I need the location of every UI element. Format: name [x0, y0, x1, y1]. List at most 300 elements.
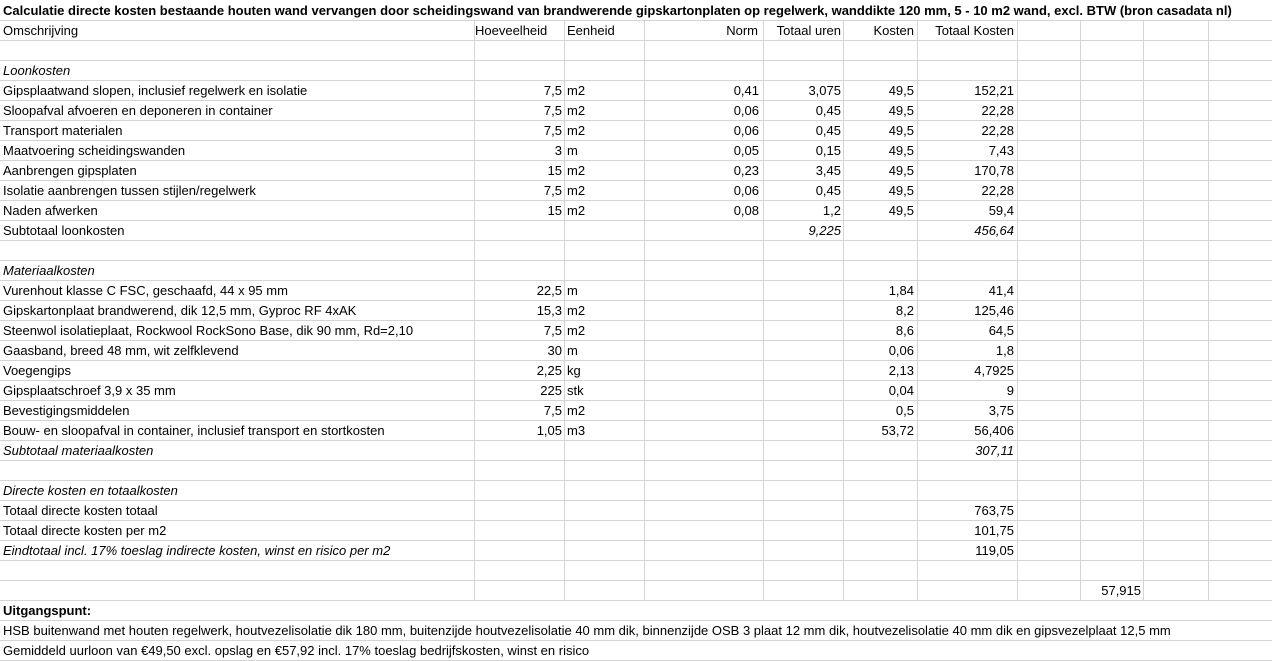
gridline [564, 281, 565, 300]
item-totaal: 41,4 [988, 283, 1014, 298]
gridline [1143, 141, 1144, 160]
gridline [1143, 101, 1144, 120]
item-totaal: 22,28 [981, 123, 1014, 138]
gridline [1080, 461, 1081, 480]
gridline [564, 61, 565, 80]
gridline [474, 41, 475, 60]
gridline [1143, 201, 1144, 220]
gridline [1208, 361, 1209, 380]
item-kosten: 49,5 [888, 163, 914, 178]
item-omschrijving: Gipskartonplaat brandwerend, dik 12,5 mm, Gyproc RF 4xAK [3, 303, 357, 318]
gridline [564, 521, 565, 540]
gridline [564, 581, 565, 600]
gridline [474, 241, 475, 260]
item-totaal: 4,7925 [974, 363, 1014, 378]
table-row [0, 301, 1272, 321]
eindtotaal-value: 119,05 [975, 543, 1014, 558]
gridline [1143, 41, 1144, 60]
gridline [763, 581, 764, 600]
gridline [917, 261, 918, 280]
gridline [564, 81, 565, 100]
gridline [564, 221, 565, 240]
gridline [1143, 481, 1144, 500]
gridline [1017, 381, 1018, 400]
gridline [474, 581, 475, 600]
table-row [0, 161, 1272, 181]
gridline [564, 401, 565, 420]
gridline [1017, 81, 1018, 100]
gridline [843, 521, 844, 540]
gridline [564, 141, 565, 160]
gridline [1208, 541, 1209, 560]
gridline [843, 441, 844, 460]
gridline [1017, 321, 1018, 340]
gridline [1143, 241, 1144, 260]
gridline [1017, 161, 1018, 180]
item-eenheid: m [567, 143, 578, 158]
gridline [763, 561, 764, 580]
gridline [1208, 301, 1209, 320]
gridline [1208, 281, 1209, 300]
item-eenheid: m [567, 283, 578, 298]
gridline [644, 221, 645, 240]
item-eenheid: m2 [567, 123, 586, 138]
gridline [1017, 221, 1018, 240]
gridline [763, 341, 764, 360]
item-eenheid: m2 [567, 163, 586, 178]
item-norm: 0,06 [733, 123, 759, 138]
gridline [763, 281, 764, 300]
gridline [644, 561, 645, 580]
subtotaal-materiaalkosten-totaal: 307,11 [975, 443, 1014, 458]
gridline [564, 161, 565, 180]
item-hoeveelheid: 1,05 [536, 423, 562, 438]
item-eenheid: m3 [567, 423, 586, 438]
gridline [843, 561, 844, 580]
gridline [564, 41, 565, 60]
item-omschrijving: Gipsplaatschroef 3,9 x 35 mm [3, 383, 176, 398]
header-totaal-kosten: Totaal Kosten [935, 23, 1014, 38]
header-kosten: Kosten [873, 23, 914, 38]
gridline [564, 481, 565, 500]
gridline [644, 421, 645, 440]
item-omschrijving: Gaasband, breed 48 mm, wit zelfklevend [3, 343, 239, 358]
gridline [474, 441, 475, 460]
gridline [564, 181, 565, 200]
gridline [1208, 421, 1209, 440]
gridline [1017, 101, 1018, 120]
gridline [1208, 381, 1209, 400]
subtotal-row [0, 441, 1272, 461]
gridline [644, 461, 645, 480]
gridline [1143, 321, 1144, 340]
gridline [763, 381, 764, 400]
item-totaal: 3,75 [988, 403, 1014, 418]
gridline [564, 261, 565, 280]
gridline [843, 261, 844, 280]
gridline [843, 481, 844, 500]
gridline [1208, 501, 1209, 520]
item-totaal: 1,8 [995, 343, 1014, 358]
item-norm: 0,08 [733, 203, 759, 218]
gridline [564, 461, 565, 480]
gridline [1017, 261, 1018, 280]
gridline [1143, 341, 1144, 360]
gridline [843, 581, 844, 600]
item-kosten: 49,5 [888, 143, 914, 158]
gridline [1208, 141, 1209, 160]
gridline [644, 481, 645, 500]
gridline [1080, 521, 1081, 540]
gridline [1208, 81, 1209, 100]
gridline [843, 541, 844, 560]
gridline [1017, 301, 1018, 320]
gridline [564, 321, 565, 340]
header-eenheid: Eenheid [567, 23, 615, 38]
gridline [1080, 201, 1081, 220]
item-totaal: 7,43 [988, 143, 1014, 158]
gridline [1080, 281, 1081, 300]
item-kosten: 8,2 [895, 303, 914, 318]
gridline [644, 501, 645, 520]
gridline [1080, 81, 1081, 100]
item-omschrijving: Bevestigingsmiddelen [3, 403, 130, 418]
gridline [474, 541, 475, 560]
gridline [564, 381, 565, 400]
gridline [1208, 121, 1209, 140]
gridline [1143, 261, 1144, 280]
gridline [474, 461, 475, 480]
gridline [644, 61, 645, 80]
item-hoeveelheid: 2,25 [536, 363, 562, 378]
gridline [1143, 541, 1144, 560]
gridline [474, 501, 475, 520]
gridline [763, 61, 764, 80]
gridline [564, 541, 565, 560]
item-hoeveelheid: 15,3 [536, 303, 562, 318]
gridline [1017, 581, 1018, 600]
totaal-directe-kosten-label: Totaal directe kosten totaal [3, 503, 158, 518]
item-eenheid: m2 [567, 203, 586, 218]
gridline [1208, 581, 1209, 600]
gridline [1080, 541, 1081, 560]
header-omschrijving: Omschrijving [3, 23, 79, 38]
empty-row [0, 241, 1272, 261]
item-kosten: 49,5 [888, 123, 914, 138]
subtotal-row [0, 221, 1272, 241]
empty-row [0, 561, 1272, 581]
totaal-directe-kosten-value: 763,75 [974, 503, 1014, 518]
gridline [1080, 21, 1081, 40]
gridline [1208, 241, 1209, 260]
gridline [1208, 441, 1209, 460]
item-totaal: 56,406 [974, 423, 1014, 438]
header-totaal-uren: Totaal uren [776, 23, 841, 38]
gridline [474, 261, 475, 280]
item-omschrijving: Bouw- en sloopafval in container, inclusief transport en stortkosten [3, 423, 385, 438]
gridline [1143, 421, 1144, 440]
subtotaal-loonkosten-label: Subtotaal loonkosten [3, 223, 125, 238]
gridline [644, 521, 645, 540]
gridline [564, 361, 565, 380]
section-label-directe-kosten: Directe kosten en totaalkosten [3, 483, 178, 498]
section-row [0, 261, 1272, 281]
gridline [1143, 401, 1144, 420]
gridline [1080, 181, 1081, 200]
item-eenheid: m2 [567, 103, 586, 118]
gridline [1080, 361, 1081, 380]
gridline [763, 401, 764, 420]
item-hoeveelheid: 7,5 [543, 83, 562, 98]
gridline [1143, 361, 1144, 380]
gridline [1143, 161, 1144, 180]
gridline [843, 461, 844, 480]
item-eenheid: m2 [567, 403, 586, 418]
subtotaal-materiaalkosten-label: Subtotaal materiaalkosten [3, 443, 154, 458]
gridline [1208, 341, 1209, 360]
gridline [1017, 281, 1018, 300]
item-hoeveelheid: 3 [554, 143, 562, 158]
item-norm: 0,05 [733, 143, 759, 158]
gridline [1208, 461, 1209, 480]
gridline [917, 461, 918, 480]
gridline [1208, 161, 1209, 180]
item-omschrijving: Isolatie aanbrengen tussen stijlen/regelwerk [3, 183, 256, 198]
gridline [1017, 501, 1018, 520]
item-omschrijving: Aanbrengen gipsplaten [3, 163, 137, 178]
gridline [644, 281, 645, 300]
total-row [0, 521, 1272, 541]
gridline [1080, 61, 1081, 80]
title-row [0, 1, 1272, 21]
header-row [0, 21, 1272, 41]
item-uren: 0,15 [815, 143, 841, 158]
item-totaal: 9 [1006, 383, 1014, 398]
gridline [644, 41, 645, 60]
gridline [1143, 441, 1144, 460]
item-omschrijving: Voegengips [3, 363, 71, 378]
gridline [1143, 21, 1144, 40]
gridline [917, 481, 918, 500]
gridline [1017, 141, 1018, 160]
gridline [1143, 561, 1144, 580]
item-eenheid: m2 [567, 83, 586, 98]
item-omschrijving: Transport materialen [3, 123, 123, 138]
gridline [1080, 381, 1081, 400]
gridline [474, 61, 475, 80]
section-row [0, 481, 1272, 501]
gridline [1208, 401, 1209, 420]
gridline [1080, 561, 1081, 580]
gridline [1208, 261, 1209, 280]
gridline [474, 521, 475, 540]
item-uren: 3,075 [808, 83, 841, 98]
gridline [1080, 321, 1081, 340]
item-totaal: 59,4 [988, 203, 1014, 218]
item-norm: 0,06 [733, 103, 759, 118]
gridline [1017, 21, 1018, 40]
gridline [644, 541, 645, 560]
table-row [0, 401, 1272, 421]
gridline [644, 301, 645, 320]
uitgangspunt-line2: Gemiddeld uurloon van €49,50 excl. opslag en €57,92 incl. 17% toeslag bedrijfskosten, winst en risico [3, 643, 590, 658]
gridline [1017, 481, 1018, 500]
total-row [0, 501, 1272, 521]
gridline [843, 221, 844, 240]
item-omschrijving: Naden afwerken [3, 203, 98, 218]
gridline [917, 241, 918, 260]
gridline [1017, 541, 1018, 560]
table-row [0, 381, 1272, 401]
uitgangspunt-label: Uitgangspunt: [3, 603, 92, 618]
gridline [1017, 121, 1018, 140]
table-row [0, 361, 1272, 381]
uitgangspunt-row [0, 641, 1272, 661]
gridline [1208, 61, 1209, 80]
item-kosten: 1,84 [888, 283, 914, 298]
gridline [1017, 361, 1018, 380]
item-omschrijving: Gipsplaatwand slopen, inclusief regelwerk en isolatie [3, 83, 308, 98]
gridline [564, 241, 565, 260]
item-uren: 0,45 [815, 183, 841, 198]
gridline [917, 61, 918, 80]
gridline [644, 441, 645, 460]
item-kosten: 0,5 [895, 403, 914, 418]
item-kosten: 0,06 [888, 343, 914, 358]
gridline [564, 21, 565, 40]
item-eenheid: stk [567, 383, 584, 398]
item-hoeveelheid: 30 [547, 343, 562, 358]
item-totaal: 64,5 [988, 323, 1014, 338]
sheet-title: Calculatie directe kosten bestaande houten wand vervangen door scheidingswand van brandwerende gipskartonplaten op regelwerk, wanddikte 120 mm, 5 - 10 m2 wand, excl. BTW (bron casadata nl) [3, 3, 1232, 18]
eindtotaal-label: Eindtotaal incl. 17% toeslag indirecte kosten, winst en risico per m2 [3, 543, 391, 558]
item-kosten: 2,13 [888, 363, 914, 378]
item-uren: 1,2 [822, 203, 841, 218]
gridline [1017, 241, 1018, 260]
table-row [0, 281, 1272, 301]
extra-row [0, 581, 1272, 601]
gridline [843, 61, 844, 80]
section-label-materiaalkosten: Materiaalkosten [3, 263, 95, 278]
gridline [1080, 501, 1081, 520]
gridline [843, 241, 844, 260]
gridline [1143, 181, 1144, 200]
item-kosten: 49,5 [888, 83, 914, 98]
gridline [644, 341, 645, 360]
gridline [1208, 481, 1209, 500]
gridline [763, 261, 764, 280]
gridline [1080, 481, 1081, 500]
item-uren: 3,45 [815, 163, 841, 178]
item-totaal: 152,21 [974, 83, 1014, 98]
gridline [1017, 441, 1018, 460]
gridline [1143, 501, 1144, 520]
item-totaal: 125,46 [974, 303, 1014, 318]
gridline [1208, 521, 1209, 540]
gridline [917, 41, 918, 60]
gridline [644, 361, 645, 380]
gridline [1017, 521, 1018, 540]
gridline [763, 241, 764, 260]
item-hoeveelheid: 7,5 [543, 103, 562, 118]
gridline [763, 321, 764, 340]
gridline [763, 41, 764, 60]
gridline [1143, 381, 1144, 400]
item-hoeveelheid: 225 [540, 383, 562, 398]
gridline [1080, 141, 1081, 160]
gridline [1017, 181, 1018, 200]
gridline [763, 301, 764, 320]
item-hoeveelheid: 22,5 [536, 283, 562, 298]
gridline [1208, 21, 1209, 40]
gridline [763, 501, 764, 520]
item-totaal: 22,28 [981, 103, 1014, 118]
gridline [1017, 41, 1018, 60]
gridline [1143, 301, 1144, 320]
gridline [763, 541, 764, 560]
gridline [1208, 181, 1209, 200]
gridline [644, 321, 645, 340]
gridline [1080, 101, 1081, 120]
gridline [1080, 341, 1081, 360]
item-omschrijving: Maatvoering scheidingswanden [3, 143, 186, 158]
gridline [1080, 121, 1081, 140]
gridline [1208, 321, 1209, 340]
gridline [763, 421, 764, 440]
gridline [644, 241, 645, 260]
table-row [0, 321, 1272, 341]
gridline [1080, 221, 1081, 240]
table-row [0, 341, 1272, 361]
gridline [564, 421, 565, 440]
item-eenheid: m2 [567, 323, 586, 338]
item-eenheid: m [567, 343, 578, 358]
header-norm: Norm [726, 23, 758, 38]
table-row [0, 141, 1272, 161]
gridline [1017, 421, 1018, 440]
gridline [917, 581, 918, 600]
uitgangspunt-row [0, 621, 1272, 641]
gridline [763, 441, 764, 460]
gridline [474, 221, 475, 240]
extra-value: 57,915 [1101, 583, 1141, 598]
gridline [1143, 521, 1144, 540]
item-norm: 0,06 [733, 183, 759, 198]
gridline [1017, 341, 1018, 360]
section-row [0, 61, 1272, 81]
subtotaal-loonkosten-totaal: 456,64 [974, 223, 1014, 238]
item-hoeveelheid: 7,5 [543, 123, 562, 138]
gridline [917, 561, 918, 580]
gridline [474, 481, 475, 500]
table-row [0, 421, 1272, 441]
gridline [1017, 401, 1018, 420]
item-kosten: 0,04 [888, 383, 914, 398]
gridline [1208, 221, 1209, 240]
gridline [763, 361, 764, 380]
uitgangspunt-row [0, 601, 1272, 621]
per-m2-label: Totaal directe kosten per m2 [3, 523, 167, 538]
gridline [1143, 81, 1144, 100]
item-hoeveelheid: 15 [547, 203, 562, 218]
item-kosten: 8,6 [895, 323, 914, 338]
gridline [1017, 561, 1018, 580]
gridline [1017, 461, 1018, 480]
table-row [0, 101, 1272, 121]
gridline [1143, 61, 1144, 80]
gridline [1080, 401, 1081, 420]
table-row [0, 201, 1272, 221]
